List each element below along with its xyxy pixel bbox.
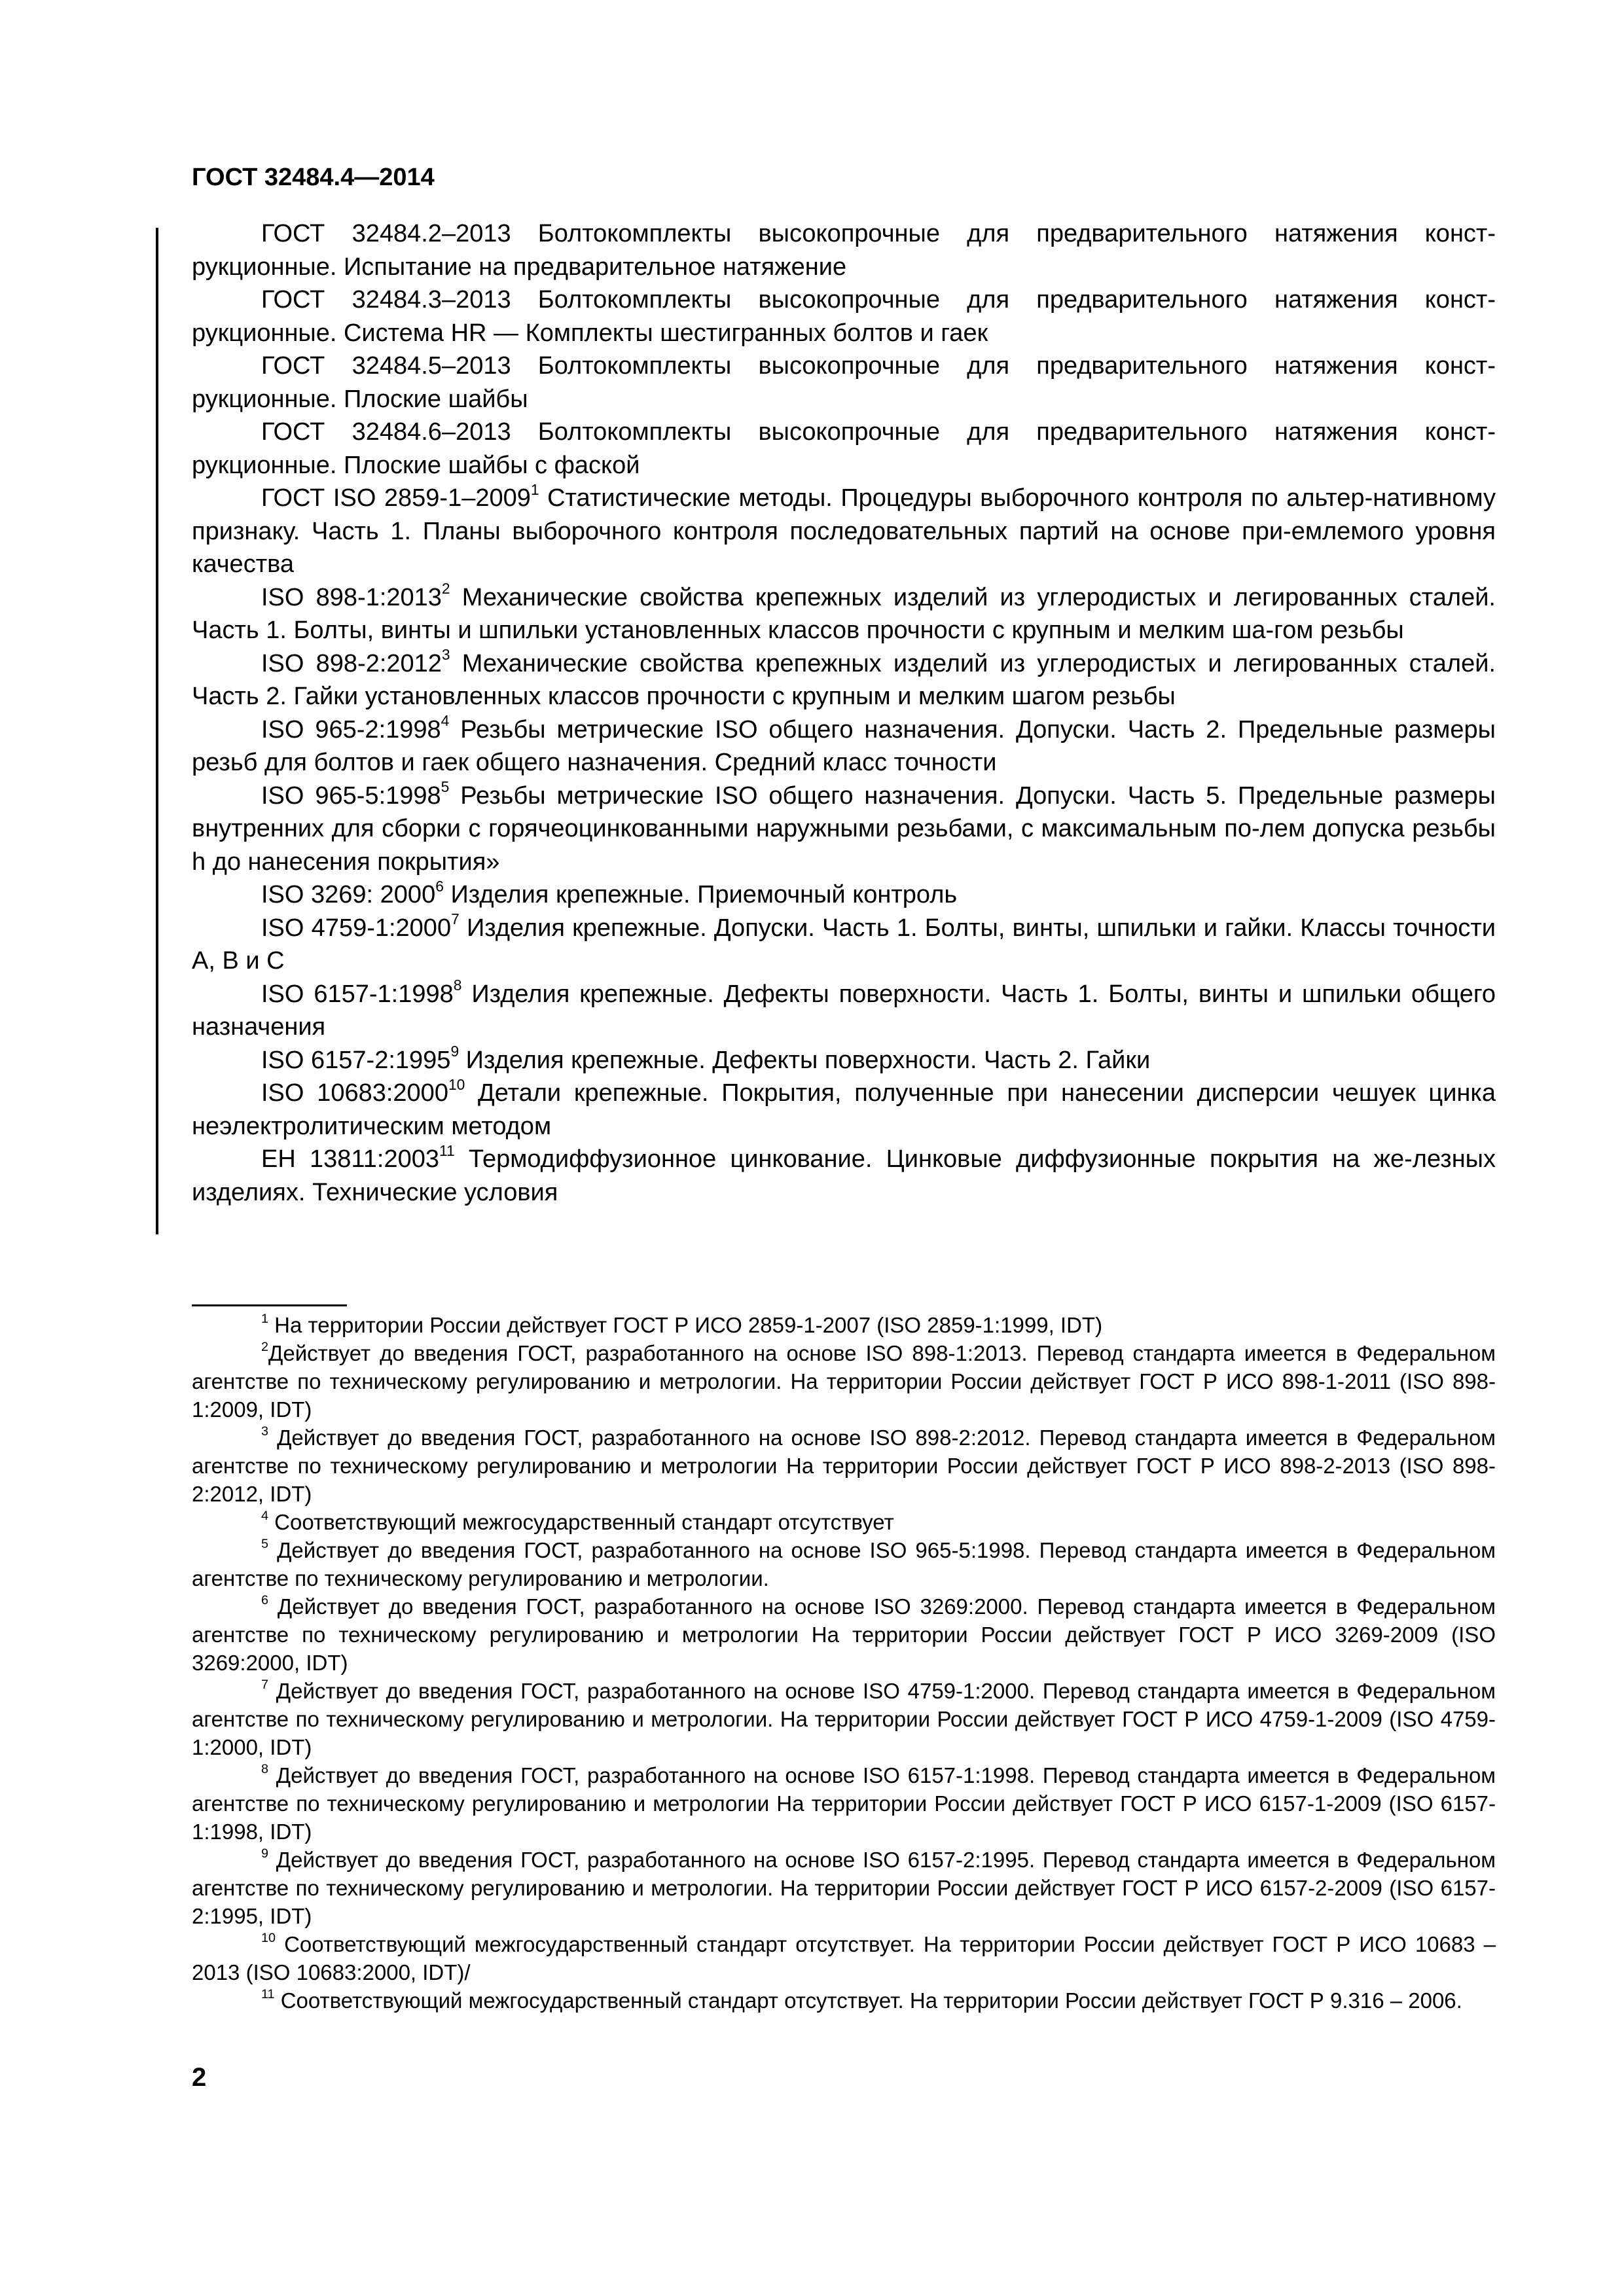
reference-title: Резьбы метрические ISO общего назначения. Допуски. Часть 2. Предельные размеры резьб для болтов и гаек общего назначения. Средний класс точности [192, 715, 1496, 776]
reference-title: Изделия крепежные. Дефекты поверхности. Часть 1. Болты, винты и шпильки общего назначения [192, 980, 1496, 1041]
reference-title: Статистические методы. Процедуры выборочного контроля по альтер-нативному признаку. Часть 1. Планы выборочного контроля последовательных партий на основе при-емлемого уровня качества [192, 484, 1496, 578]
footnote-marker: 7 [451, 910, 460, 928]
footnote-item [192, 1508, 1496, 1536]
reference-title: Болтокомплекты высокопрочные для предварительного натяжения конст-рукционные. Испытание на предварительное натяжение [192, 220, 1496, 281]
reference-title: Механические свойства крепежных изделий из углеродистых и легированных сталей. Часть 1. Болты, винты и шпильки установленных классов прочности с крупным и мелким ша-гом резьбы [192, 583, 1496, 644]
reference-item [192, 1044, 1496, 1077]
reference-code: ISO 898-1:2013 [261, 583, 442, 611]
reference-code: ISO 4759-1:2000 [261, 914, 452, 942]
reference-title: Резьбы метрические ISO общего назначения. Допуски. Часть 5. Предельные размеры внутренних для сборки с горячеоцинкованными наружными резьбами, с максимальным по-лем допуска резьбы h до нанесения покрытия» [192, 781, 1496, 876]
reference-title: Болтокомплекты высокопрочные для предварительного натяжения конст-рукционные. Плоские шайбы с фаской [192, 418, 1496, 479]
footnote-item [192, 1536, 1496, 1592]
footnote-text: На территории России действует ГОСТ Р ИСО 2859-1-2007 (ISO 2859-1:1999, IDT) [268, 1313, 1103, 1337]
reference-code: EH 13811:2003 [261, 1145, 439, 1173]
footnote-marker: 2 [441, 580, 450, 598]
reference-title: Болтокомплекты высокопрочные для предварительного натяжения конст-рукционные. Плоские шайбы [192, 352, 1496, 413]
footnote-marker: 10 [448, 1075, 465, 1093]
reference-code: ISO 10683:2000 [261, 1079, 448, 1107]
reference-code: ГОСТ 32484.5–2013 [261, 352, 511, 380]
footnotes-list [192, 1311, 1496, 2015]
footnote-item [192, 1677, 1496, 1761]
footnote-number: 11 [261, 1987, 275, 2002]
footnote-marker: 1 [530, 480, 539, 498]
footnote-text: Действует до введения ГОСТ, разработанного на основе ISO 4759-1:2000. Перевод стандарта имеется в Федеральном агентстве по техническому регулированию и метрологии. На территории России действует ГОСТ Р ИСО 4759-1-2009 (ISO 4759-1:2000, IDT) [192, 1679, 1496, 1759]
reference-code: ISO 3269: 2000 [261, 881, 436, 908]
footnote-number: 8 [261, 1762, 269, 1777]
footnote-number: 4 [261, 1509, 269, 1524]
footnote-item [192, 1761, 1496, 1846]
reference-item [192, 647, 1496, 713]
reference-code: ГОСТ 32484.2–2013 [261, 220, 511, 247]
reference-item [192, 350, 1496, 416]
reference-item [192, 713, 1496, 780]
footnote-marker: 9 [450, 1043, 460, 1060]
footnote-text: Действует до введения ГОСТ, разработанного на основе ISO 898-2:2012. Перевод стандарта имеется в Федеральном агентстве по техническому регулированию и метрологии На территории России действует ГОСТ Р ИСО 898-2-2013 (ISO 898-2:2012, IDT) [192, 1426, 1496, 1506]
footnote-marker: 3 [441, 646, 450, 664]
footnote-item [192, 1846, 1496, 1930]
footnote-number: 6 [261, 1593, 269, 1608]
reference-code: ISO 6157-2:1995 [261, 1046, 451, 1074]
footnote-marker: 4 [441, 712, 450, 730]
footnote-text: Действует до введения ГОСТ, разработанного на основе ISO 6157-2:1995. Перевод стандарта имеется в Федеральном агентстве по техническому регулированию и метрологии. На территории России действует ГОСТ Р ИСО 6157-2-2009 (ISO 6157-2:1995, IDT) [192, 1848, 1496, 1928]
footnote-item [192, 1930, 1496, 1986]
footnote-text: Действует до введения ГОСТ, разработанного на основе ISO 6157-1:1998. Перевод стандарта имеется в Федеральном агентстве по техническому регулированию и метрологии На территории России действует ГОСТ Р ИСО 6157-1-2009 (ISO 6157-1:1998, IDT) [192, 1763, 1496, 1844]
reference-code: ISO 6157-1:1998 [261, 980, 454, 1008]
footnote-text: Соответствующий межгосударственный стандарт отсутствует. На территории России действует ГОСТ Р ИСО 10683 – 2013 (ISO 10683:2000, IDT)/ [192, 1932, 1496, 1984]
reference-item [192, 1077, 1496, 1143]
footnote-separator [192, 1304, 347, 1306]
footnote-item [192, 1311, 1496, 1339]
footnote-item [192, 1339, 1496, 1424]
reference-title: Болтокомплекты высокопрочные для предварительного натяжения конст-рукционные. Система HR — Комплекты шестигранных болтов и гаек [192, 286, 1496, 347]
footnote-text: Действует до введения ГОСТ, разработанного на основе ISO 3269:2000. Перевод стандарта имеется в Федеральном агентстве по техническому регулированию и метрологии На территории России действует ГОСТ Р ИСО 3269-2009 (ISO 3269:2000, IDT) [192, 1594, 1496, 1675]
footnote-number: 5 [261, 1537, 269, 1552]
reference-item [192, 978, 1496, 1044]
footnote-marker: 8 [453, 977, 462, 994]
reference-item [192, 217, 1496, 283]
footnote-number: 1 [261, 1312, 269, 1327]
reference-item [192, 878, 1496, 912]
normative-references-list [192, 217, 1496, 1209]
reference-item [192, 283, 1496, 350]
footnote-marker: 5 [441, 778, 450, 796]
footnote-number: 2 [261, 1340, 269, 1355]
reference-title: Детали крепежные. Покрытия, полученные при нанесении дисперсии чешуек цинка неэлектролитическим методом [192, 1079, 1496, 1140]
reference-title: Изделия крепежные. Допуски. Часть 1. Болты, винты, шпильки и гайки. Классы точности A, B и C [192, 914, 1496, 975]
footnote-marker: 6 [435, 877, 444, 895]
reference-title: Термодиффузионное цинкование. Цинковые диффузионные покрытия на же-лезных изделиях. Технические условия [192, 1145, 1496, 1206]
reference-title: Изделия крепежные. Дефекты поверхности. Часть 2. Гайки [459, 1046, 1151, 1074]
reference-title: Изделия крепежные. Приемочный контроль [443, 881, 958, 908]
change-bar [156, 228, 158, 1234]
footnote-text: Соответствующий межгосударственный стандарт отсутствует [268, 1510, 894, 1534]
document-header-code: ГОСТ 32484.4—2014 [192, 164, 435, 191]
reference-code: ГОСТ 32484.3–2013 [261, 286, 511, 314]
reference-title: Механические свойства крепежных изделий из углеродистых и легированных сталей. Часть 2. Гайки установленных классов прочности с крупным и мелким шагом резьбы [192, 649, 1496, 710]
footnote-number: 3 [261, 1424, 269, 1439]
reference-item [192, 1143, 1496, 1209]
footnote-text: Действует до введения ГОСТ, разработанного на основе ISO 965-5:1998. Перевод стандарта имеется в Федеральном агентстве по техническому регулированию и метрологии. [192, 1538, 1496, 1590]
reference-item [192, 780, 1496, 879]
reference-code: ISO 965-2:1998 [261, 715, 441, 744]
footnote-item [192, 1424, 1496, 1508]
reference-item [192, 912, 1496, 978]
footnote-number: 9 [261, 1846, 269, 1861]
reference-code: ГОСТ ISO 2859-1–2009 [261, 484, 531, 512]
footnote-number: 7 [261, 1677, 269, 1693]
reference-code: ГОСТ 32484.6–2013 [261, 418, 511, 446]
footnote-text: Действует до введения ГОСТ, разработанного на основе ISO 898-1:2013. Перевод стандарта имеется в Федеральном агентстве по техническому регулированию и метрологии. На территории России действует ГОСТ Р ИСО 898-1-2011 (ISO 898-1:2009, IDT) [192, 1341, 1496, 1422]
footnote-item [192, 1592, 1496, 1677]
reference-item [192, 416, 1496, 482]
footnote-marker: 11 [439, 1141, 455, 1159]
reference-item [192, 482, 1496, 581]
reference-code: ISO 898-2:2012 [261, 649, 442, 677]
footnote-number: 10 [261, 1931, 276, 1946]
page-number: 2 [192, 2063, 207, 2092]
reference-code: ISO 965-5:1998 [261, 781, 441, 810]
reference-item [192, 581, 1496, 647]
footnote-text: Соответствующий межгосударственный стандарт отсутствует. На территории России действует ГОСТ Р 9.316 – 2006. [274, 1988, 1462, 2013]
footnote-item [192, 1986, 1496, 2015]
